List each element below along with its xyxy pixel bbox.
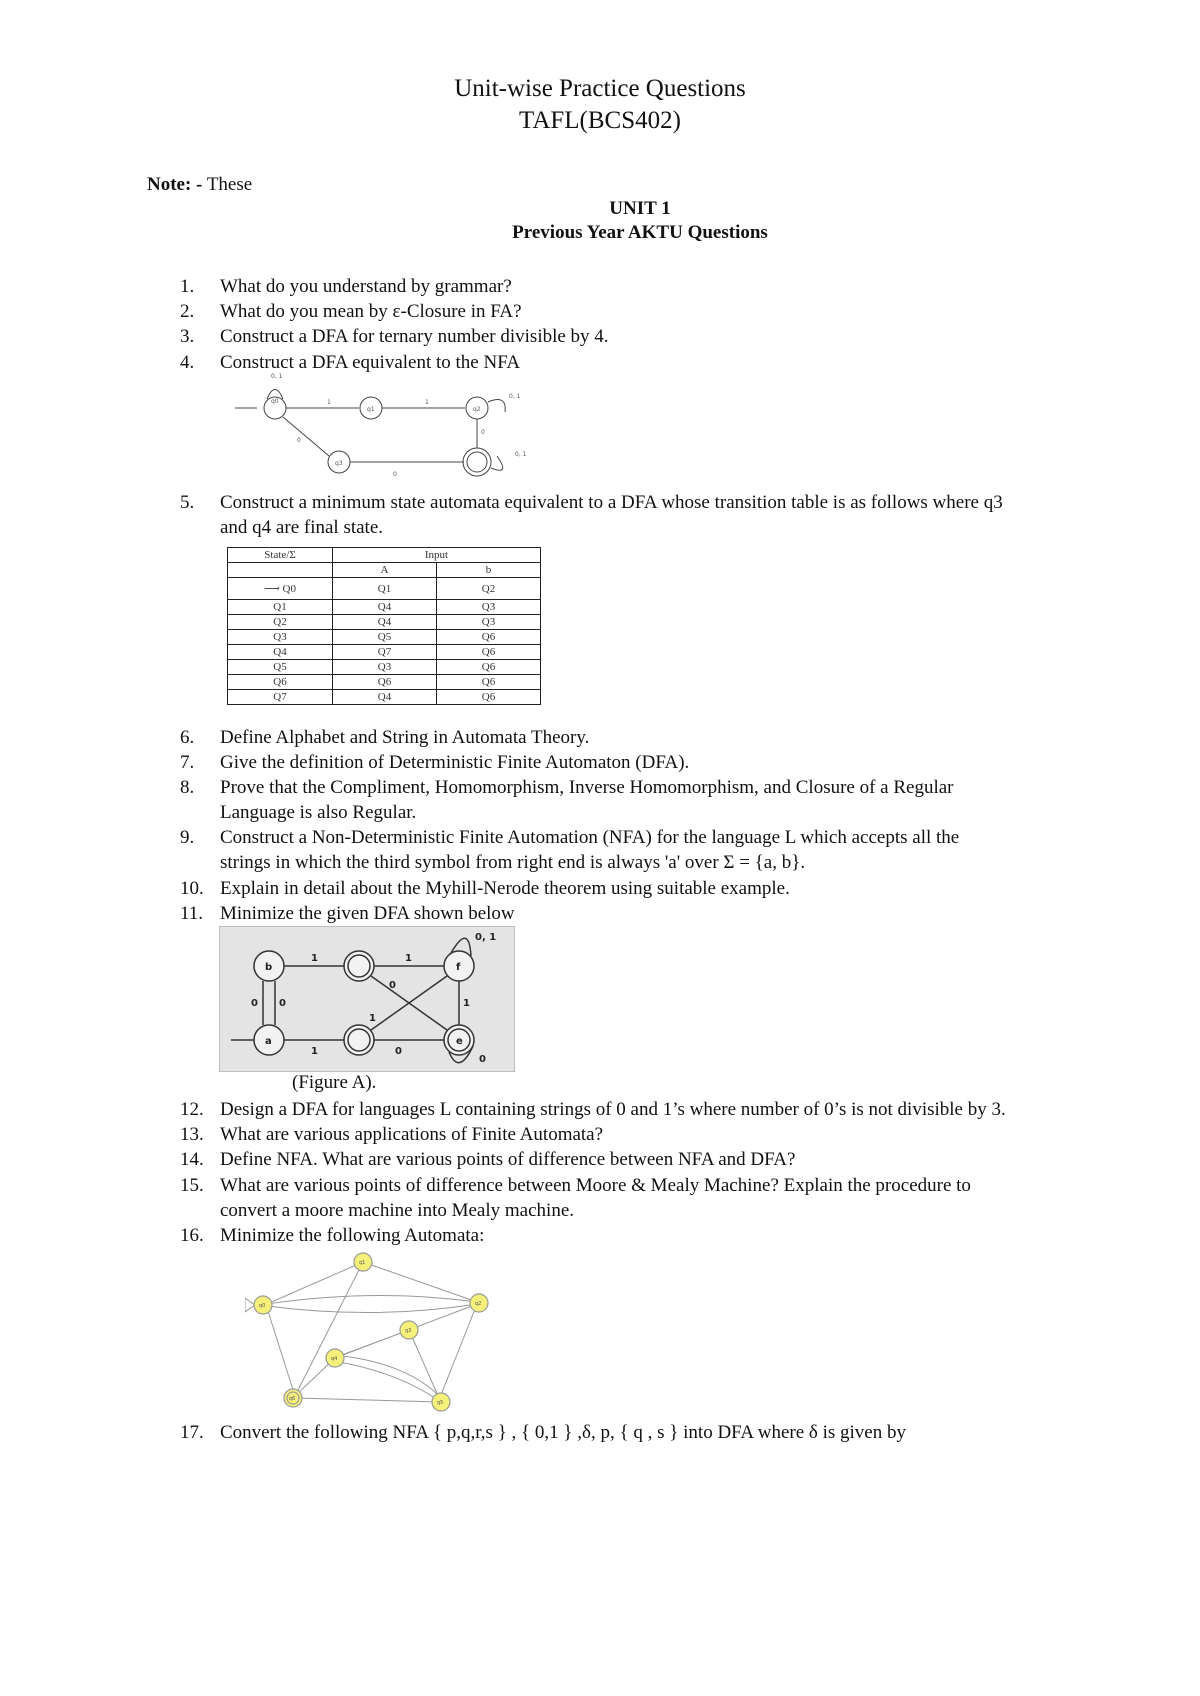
note-text: These xyxy=(206,174,253,195)
question-text: Minimize the following Automata: xyxy=(220,1225,485,1246)
edge-label: 1 xyxy=(463,998,470,1009)
page-title: Unit-wise Practice Questions xyxy=(454,75,746,102)
question-number: 14. xyxy=(180,1149,204,1170)
self-loop-final xyxy=(491,456,503,470)
edge-label: 0, 1 xyxy=(509,393,521,400)
note xyxy=(147,174,252,196)
edge-label: 0, 1 xyxy=(475,932,497,943)
unit-title: UNIT 1 xyxy=(609,198,671,219)
question-number: 10. xyxy=(180,878,204,899)
question-number: 9. xyxy=(180,827,195,848)
edge-label: 0 xyxy=(297,437,301,444)
question-text: Give the definition of Deterministic Finite Automaton (DFA). xyxy=(220,752,690,773)
table-cell: Q6 xyxy=(228,675,333,690)
question-text: and q4 are final state. xyxy=(220,517,384,538)
note-label: Note: - xyxy=(147,174,203,195)
unit-subtitle: Previous Year AKTU Questions xyxy=(512,222,768,243)
question-text: Minimize the given DFA shown below xyxy=(220,903,515,924)
table-cell: Q6 xyxy=(333,675,437,690)
table-header-input: Input xyxy=(333,548,541,563)
table-cell: Q7 xyxy=(333,645,437,660)
question-number: 17. xyxy=(180,1422,204,1443)
state-label: q4 xyxy=(331,1356,338,1362)
table-header-state: State/Σ xyxy=(228,548,333,563)
state-final-inner xyxy=(467,452,487,472)
table-col-header: A xyxy=(333,563,437,578)
table-cell: Q6 xyxy=(437,690,541,705)
question-number: 16. xyxy=(180,1225,204,1246)
edge xyxy=(267,1295,477,1304)
edge-label: 1 xyxy=(311,1046,318,1057)
table-cell: Q6 xyxy=(437,660,541,675)
state-label: q6 xyxy=(289,1396,296,1402)
state-label: b xyxy=(265,962,273,973)
question-number: 7. xyxy=(180,752,195,773)
table-cell: Q1 xyxy=(228,600,333,615)
question-text: What are various applications of Finite Automata? xyxy=(220,1124,604,1145)
nfa-diagram-q4 xyxy=(235,372,535,487)
question-text: What do you understand by grammar? xyxy=(220,276,512,297)
edge-q0-q3 xyxy=(283,417,329,456)
edge xyxy=(363,1262,477,1302)
table-row xyxy=(228,675,541,690)
question-text: Language is also Regular. xyxy=(220,802,417,823)
table-cell: Q2 xyxy=(228,615,333,630)
question-text: Construct a Non-Deterministic Finite Automation (NFA) for the language L which accepts all the xyxy=(220,827,960,848)
table-row xyxy=(228,615,541,630)
state-label: q2 xyxy=(475,1301,482,1307)
table-col-header: b xyxy=(437,563,541,578)
state-label: q3 xyxy=(405,1328,412,1334)
table-cell: Q1 xyxy=(333,578,437,600)
edge-label: 0, 1 xyxy=(271,373,283,380)
edge-label: 1 xyxy=(425,399,429,406)
table-cell: Q3 xyxy=(228,630,333,645)
state-label: q0 xyxy=(271,398,279,405)
table-cell: Q4 xyxy=(333,690,437,705)
question-text: What do you mean by ε-Closure in FA? xyxy=(220,301,522,322)
table-cell: Q3 xyxy=(333,660,437,675)
edge xyxy=(295,1398,439,1402)
edge xyxy=(267,1304,477,1313)
edge-label: 0 xyxy=(481,429,485,436)
question-text: Convert the following NFA { p,q,r,s } , { 0,1 } ,δ, p, { q , s } into DFA where δ is given by xyxy=(220,1422,906,1443)
question-number: 2. xyxy=(180,301,195,322)
table-cell: Q4 xyxy=(333,600,437,615)
question-number: 12. xyxy=(180,1099,204,1120)
state-label: q1 xyxy=(359,1260,366,1266)
question-text: Construct a DFA for ternary number divisible by 4. xyxy=(220,326,609,347)
course-code: TAFL(BCS402) xyxy=(519,107,681,134)
question-text: Define NFA. What are various points of difference between NFA and DFA? xyxy=(220,1149,796,1170)
edge-label: 0 xyxy=(479,1054,486,1065)
table-cell: Q2 xyxy=(437,578,541,600)
table-cell: Q5 xyxy=(333,630,437,645)
figure-a-caption: (Figure A). xyxy=(292,1072,377,1093)
table-cell: Q6 xyxy=(437,630,541,645)
edge xyxy=(409,1330,439,1398)
question-text: Construct a DFA equivalent to the NFA xyxy=(220,352,521,373)
table-row xyxy=(228,645,541,660)
question-number: 13. xyxy=(180,1124,204,1145)
state-c-inner xyxy=(348,955,370,977)
question-text: Construct a minimum state automata equivalent to a DFA whose transition table is as follows where q3 xyxy=(220,492,1003,513)
question-number: 5. xyxy=(180,492,195,513)
state-label: e xyxy=(456,1036,463,1047)
state-label: q1 xyxy=(367,406,375,413)
question-number: 1. xyxy=(180,276,195,297)
edge-label: 1 xyxy=(327,399,331,406)
table-cell: Q7 xyxy=(228,690,333,705)
question-text: Design a DFA for languages L containing strings of 0 and 1’s where number of 0’s is not divisible by 3. xyxy=(220,1099,1006,1120)
table-cell: ⟶ Q0 xyxy=(228,578,333,600)
question-text: Explain in detail about the Myhill-Nerode theorem using suitable example. xyxy=(220,878,790,899)
question-text: Prove that the Compliment, Homomorphism, Inverse Homomorphism, and Closure of a Regular xyxy=(220,777,954,798)
table-cell xyxy=(228,563,333,578)
question-number: 6. xyxy=(180,727,195,748)
table-row xyxy=(228,690,541,705)
question-number: 4. xyxy=(180,352,195,373)
edge-label: 0 xyxy=(395,1046,402,1057)
edge-label: 0 xyxy=(393,471,397,478)
state-label: q3 xyxy=(335,460,343,467)
start-arrow-icon: ⟶ xyxy=(264,583,280,595)
state-d-inner xyxy=(348,1029,370,1051)
edge xyxy=(267,1308,295,1396)
table-cell: Q3 xyxy=(437,615,541,630)
edge xyxy=(439,1304,477,1400)
table-cell: Q4 xyxy=(333,615,437,630)
state-label: a xyxy=(265,1036,272,1047)
state-label: q0 xyxy=(259,1303,266,1309)
dfa-diagram-figure-a xyxy=(219,926,515,1072)
edge-label: 0 xyxy=(389,980,396,991)
automata-diagram-q16 xyxy=(245,1248,505,1416)
table-row xyxy=(228,600,541,615)
edge-label: 1 xyxy=(405,953,412,964)
table-cell: Q5 xyxy=(228,660,333,675)
edge-label: 1 xyxy=(369,1013,376,1024)
table-cell: Q6 xyxy=(437,675,541,690)
edge xyxy=(339,1362,435,1398)
table-row xyxy=(228,660,541,675)
edge-label: 0 xyxy=(279,998,286,1009)
question-text: Define Alphabet and String in Automata Theory. xyxy=(220,727,590,748)
table-cell: Q3 xyxy=(437,600,541,615)
transition-table xyxy=(227,547,541,705)
state-label: f xyxy=(456,962,461,973)
state-label: q2 xyxy=(473,406,481,413)
question-text: What are various points of difference between Moore & Mealy Machine? Explain the procedure to xyxy=(220,1175,971,1196)
question-number: 8. xyxy=(180,777,195,798)
question-number: 11. xyxy=(180,903,204,924)
question-number: 15. xyxy=(180,1175,204,1196)
table-row xyxy=(228,630,541,645)
edge-label: 0, 1 xyxy=(515,451,527,458)
state-label: q5 xyxy=(437,1400,444,1406)
self-loop-q2 xyxy=(488,400,505,412)
table-cell: Q4 xyxy=(228,645,333,660)
table-cell: Q6 xyxy=(437,645,541,660)
question-text: strings in which the third symbol from right end is always 'a' over Σ = {a, b}. xyxy=(220,852,806,873)
table-row xyxy=(228,578,541,600)
edge-label: 0 xyxy=(251,998,258,1009)
question-number: 3. xyxy=(180,326,195,347)
question-text: convert a moore machine into Mealy machine. xyxy=(220,1200,575,1221)
edge-label: 1 xyxy=(311,953,318,964)
